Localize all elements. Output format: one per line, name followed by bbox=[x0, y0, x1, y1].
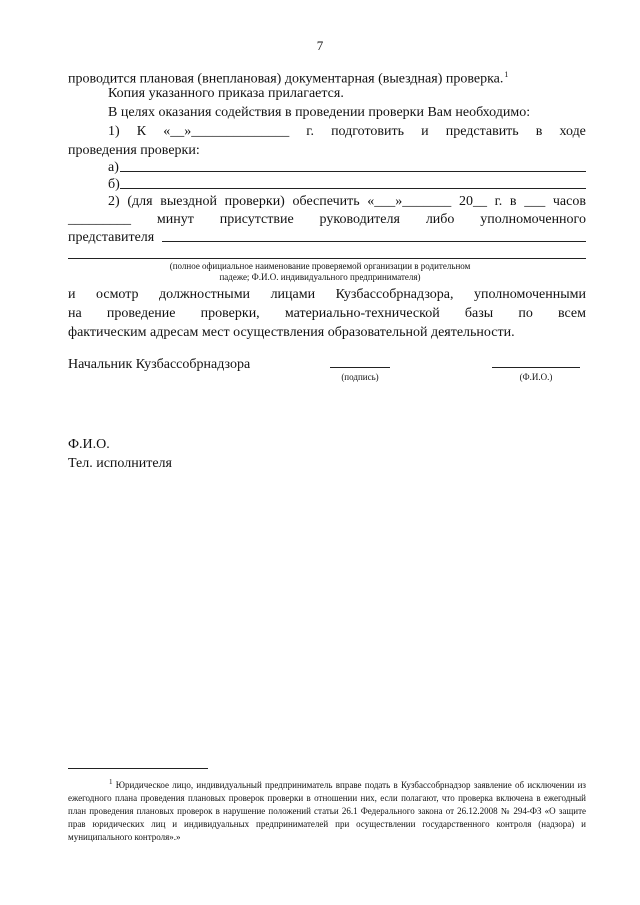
fio-label: (Ф.И.О.) bbox=[519, 372, 553, 382]
organization-name-hint-2: падеже; Ф.И.О. индивидуального предпринимателя) bbox=[219, 272, 421, 282]
item-1-word: К bbox=[136, 124, 147, 139]
signature-label: (подпись) bbox=[341, 372, 379, 382]
inspection-word: проверки, bbox=[200, 306, 260, 321]
item-1-line bbox=[68, 123, 586, 141]
executor-phone: Тел. исполнителя bbox=[68, 456, 172, 471]
item-1-word: и bbox=[421, 124, 429, 139]
organization-name-hint-1: (полное официальное наименование проверяемой организации в родительном bbox=[169, 261, 471, 271]
item-2-line bbox=[68, 193, 586, 211]
item-2-line-2 bbox=[68, 211, 586, 229]
item-2-word: «___»_______ bbox=[367, 194, 452, 209]
sub-item-a bbox=[68, 159, 586, 177]
inspection-word: уполномоченными bbox=[473, 287, 586, 302]
line-1-text: проводится плановая (внеплановая) документарная (выездная) проверка. bbox=[68, 71, 504, 87]
representative-label: представителя bbox=[68, 230, 155, 245]
executor-fio: Ф.И.О. bbox=[68, 437, 110, 452]
inspection-word: осмотр bbox=[96, 287, 139, 302]
item-2-word: в bbox=[509, 194, 517, 209]
item-2-word: обеспечить bbox=[292, 194, 360, 209]
inspection-word: базы bbox=[464, 306, 494, 321]
signature-blank bbox=[330, 367, 390, 368]
item-1-word: ходе bbox=[559, 124, 586, 139]
item-1-word: представить bbox=[445, 124, 519, 139]
inspection-word: проведение bbox=[106, 306, 176, 321]
item-2-word: часов bbox=[552, 194, 586, 209]
inspection-line-2 bbox=[68, 305, 586, 323]
inspection-word: материально-технической bbox=[284, 306, 440, 321]
inspection-line-1 bbox=[68, 286, 586, 304]
sub-item-a-label: а) bbox=[108, 160, 119, 175]
footnote-marker: 1 bbox=[109, 778, 113, 786]
signatory-position: Начальник Кузбассобрнадзора bbox=[68, 357, 251, 372]
inspection-word: всем bbox=[558, 306, 586, 321]
sub-item-b-label: б) bbox=[108, 177, 120, 192]
item-2-word: ___ bbox=[524, 194, 546, 209]
item-2-word: (для bbox=[127, 194, 153, 209]
fio-blank bbox=[492, 367, 580, 368]
footnote bbox=[68, 776, 586, 844]
footnote-text: Юридическое лицо, индивидуальный предприниматель вправе подать в Кузбассобрнадзор заявление об исключении из ежегодного плана проведения плановых проверок проверки в отношении них, если полагают, что проверка включена в ежегодный план проведения плановых проверок в нарушение положений статьи 26.1 Федерального закона от 26.12.2008 № 294-ФЗ «О защите прав юридических лиц и индивидуальных предпринимателей при осуществлении государственного контроля (надзора) и муниципального контроля».» bbox=[68, 780, 586, 842]
inspection-word: и bbox=[68, 287, 76, 302]
sub-item-b bbox=[68, 176, 586, 194]
item-2-word: проверки) bbox=[224, 194, 285, 209]
item-2-line-2-word: _________ bbox=[68, 212, 131, 227]
item-2-word: 2) bbox=[108, 194, 120, 209]
item-1-word: 1) bbox=[108, 124, 120, 139]
item-2-word: 20__ bbox=[458, 194, 487, 209]
organization-name-blank bbox=[68, 258, 586, 259]
inspection-word: по bbox=[518, 306, 533, 321]
item-1-word: «__»______________ bbox=[163, 124, 290, 139]
item-1-word: в bbox=[535, 124, 543, 139]
item-2-line-2-word: присутствие bbox=[219, 212, 294, 227]
page-number: 7 bbox=[316, 38, 324, 53]
paragraph-copy-attached: Копия указанного приказа прилагается. bbox=[108, 86, 344, 101]
inspection-line-3: фактическим адресам мест осуществления образовательной деятельности. bbox=[68, 325, 515, 340]
item-1-word: подготовить bbox=[331, 124, 405, 139]
inspection-word: должностными bbox=[159, 287, 251, 302]
item-2-line-3 bbox=[68, 229, 586, 247]
paragraph-assistance: В целях оказания содействия в проведении проверки Вам необходимо: bbox=[108, 105, 531, 120]
item-2-word: выездной bbox=[160, 194, 217, 209]
item-2-line-2-word: руководителя bbox=[319, 212, 400, 227]
representative-blank bbox=[162, 241, 586, 242]
sub-item-b-blank bbox=[120, 188, 586, 189]
inspection-word: на bbox=[68, 306, 82, 321]
item-2-line-2-word: либо bbox=[425, 212, 455, 227]
footnote-ref: 1 bbox=[504, 70, 509, 79]
inspection-word: Кузбассобрнадзора, bbox=[335, 287, 454, 302]
item-2-line-2-word: минут bbox=[156, 212, 194, 227]
item-1-continuation: проведения проверки: bbox=[68, 143, 200, 158]
item-1-word: г. bbox=[306, 124, 314, 139]
item-2-line-2-word: уполномоченного bbox=[480, 212, 586, 227]
inspection-word: лицами bbox=[270, 287, 316, 302]
footnote-separator bbox=[68, 768, 208, 769]
sub-item-a-blank bbox=[120, 171, 586, 172]
item-2-word: г. bbox=[494, 194, 503, 209]
